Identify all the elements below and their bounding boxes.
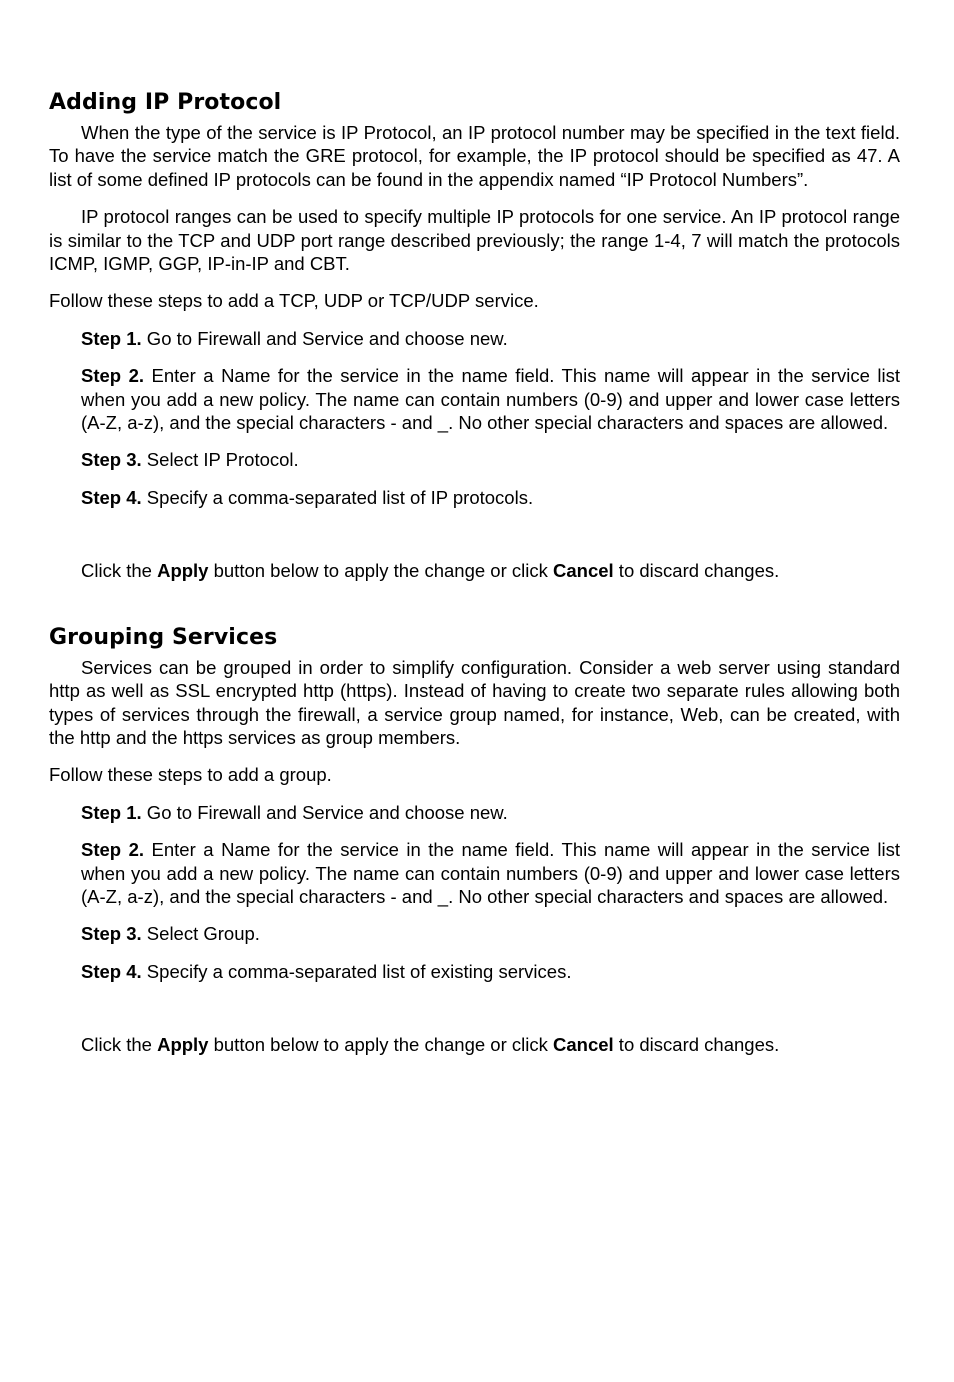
apply-text-pre: Click the xyxy=(81,1034,158,1056)
step-text: Specify a comma-separated list of existing services. xyxy=(141,960,572,982)
step-item xyxy=(81,838,900,908)
apply-instruction xyxy=(81,1033,900,1056)
section-heading-adding-ip-protocol: Adding IP Protocol xyxy=(49,90,282,115)
step-item xyxy=(81,448,900,471)
step-text: Specify a comma-separated list of IP protocols. xyxy=(141,486,534,508)
step-label: Step 3. xyxy=(81,923,142,945)
step-label: Step 2. xyxy=(81,839,145,861)
step-label: Step 1. xyxy=(81,801,142,823)
step-item xyxy=(81,327,900,350)
step-text: Enter a Name for the service in the name field. This name will appear in the service list when you add a new policy. The name can contain numbers (0-9) and upper and lower case letters (A-Z, a-z), and the special characters - and _. No other special characters and spaces are allowed. xyxy=(81,839,900,907)
paragraph-ip-protocol-ranges: IP protocol ranges can be used to specify multiple IP protocols for one service. An IP protocol range is similar to the TCP and UDP port range described previously; the range 1-4, 7 will match the protocols ICMP, IGMP, GGP, IP-in-IP and CBT. xyxy=(49,206,900,275)
section-heading-grouping-services: Grouping Services xyxy=(49,624,278,650)
apply-word: Apply xyxy=(157,560,209,582)
document-page xyxy=(49,88,900,1057)
step-label: Step 1. xyxy=(81,327,142,349)
paragraph-ip-protocol-intro: When the type of the service is IP Protocol, an IP protocol number may be specified in the text field. To have the service match the GRE protocol, for example, the IP protocol should be specified as 47. A list of some defined IP protocols can be found in the appendix named “IP Protocol Numbers”. xyxy=(49,122,900,190)
step-item xyxy=(81,801,900,824)
cancel-word: Cancel xyxy=(553,560,614,582)
step-item xyxy=(81,960,900,983)
apply-instruction xyxy=(81,559,900,582)
paragraph-grouping-intro: Services can be grouped in order to simplify configuration. Consider a web server using standard http as well as SSL encrypted http (https). Instead of having to create two separate rules allowing both types of services through the firewall, a service group named, for instance, Web, can be created, with the http and the https services as group members. xyxy=(49,656,900,748)
step-label: Step 3. xyxy=(81,449,142,471)
steps-intro: Follow these steps to add a TCP, UDP or TCP/UDP service. xyxy=(49,290,539,312)
apply-text-mid: button below to apply the change or click xyxy=(208,560,553,582)
step-item xyxy=(81,486,900,509)
step-item xyxy=(81,922,900,945)
step-text: Enter a Name for the service in the name field. This name will appear in the service list when you add a new policy. The name can contain numbers (0-9) and upper and lower case letters (A-Z, a-z), and the special characters - and _. No other special characters and spaces are allowed. xyxy=(81,365,900,434)
apply-text-post: to discard changes. xyxy=(613,560,780,582)
apply-text-mid: button below to apply the change or click xyxy=(208,1034,553,1056)
step-text: Select IP Protocol. xyxy=(141,449,299,471)
steps-intro: Follow these steps to add a group. xyxy=(49,764,332,786)
step-label: Step 4. xyxy=(81,486,142,508)
step-text: Go to Firewall and Service and choose new. xyxy=(141,327,508,349)
step-label: Step 4. xyxy=(81,960,142,982)
cancel-word: Cancel xyxy=(553,1034,614,1056)
apply-word: Apply xyxy=(157,1034,209,1056)
apply-text-pre: Click the xyxy=(81,560,158,582)
step-text: Select Group. xyxy=(141,923,260,945)
apply-text-post: to discard changes. xyxy=(613,1034,780,1056)
step-label: Step 2. xyxy=(81,365,145,387)
step-text: Go to Firewall and Service and choose new. xyxy=(141,801,508,823)
step-item xyxy=(81,364,900,434)
